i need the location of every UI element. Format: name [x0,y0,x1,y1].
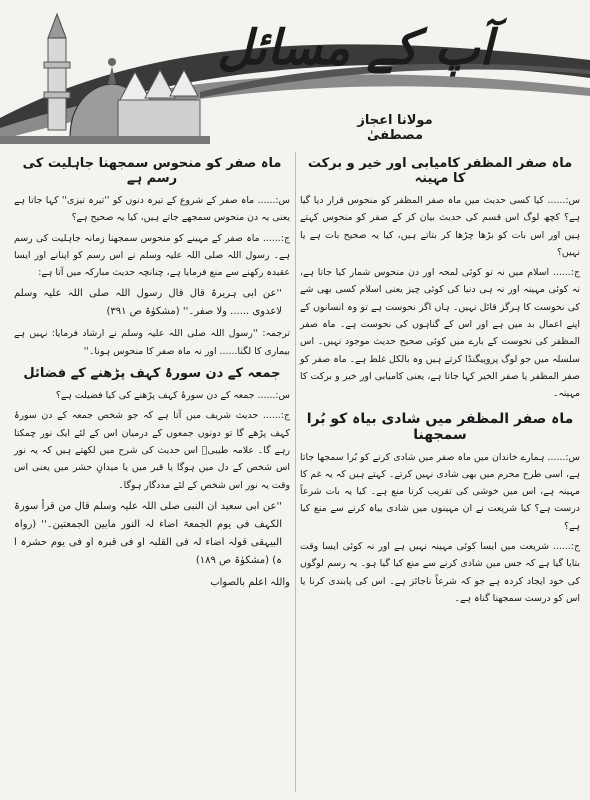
section-heading: ماہ صفر المظفر میں شادی بیاہ کو بُرا سمجھنا [306,410,574,443]
closing-phrase: واللہ اعلم بالصواب [210,576,290,588]
question-text: س:...... کیا کسی حدیث میں ماہ صفر المظفر کو منحوس قرار دیا گیا ہے؟ کچھ لوگ اس قسم کی حدیث بیان کر کے صفر کو منحوس کہتے ہیں اور اس بات کو بڑھا چڑھا کر بتاتے ہیں، کیا یہ صحیح بات ہے یا نہیں؟ [300,195,580,258]
left-column [14,150,290,592]
answer-text: ج:...... ماہ صفر کے مہینے کو منحوس سمجھنا زمانہ جاہلیت کی رسم ہے۔ رسول اللہ صلی اللہ علیہ وسلم نے اس رسم کو اپنانے اور ایسا عقیدہ رکھنے سے منع فرمایا ہے، چنانچہ حدیث مبارکہ میں آتا ہے: [14,232,290,279]
masthead-title: آپ کے مسائل [217,20,493,76]
section-heading: ماہ صفر المظفر کامیابی اور خیر و برکت کا مہینہ [307,156,573,186]
question-text: س:...... ماہ صفر کے شروع کے تیرہ دنوں کو ''تیرہ تیزی'' کہا جاتا ہے یعنی یہ دن منحوس سمجھے جاتے ہیں، کیا یہ صحیح ہے؟ [14,195,290,224]
question-text: س:...... جمعہ کے دن سورۂ کہف پڑھنے کی کیا فضیلت ہے؟ [55,390,290,402]
minaret [48,38,66,130]
hadith-arabic: ''عن ابی ہریرۃ قال قال رسول اللہ صلی اللہ علیہ وسلم لاعدوی ...... ولا صفر۔'' (مشکوٰۃ ص ۳۹۱) [14,288,282,318]
hadith-arabic: ''عن ابی سعید ان النبی صلی اللہ علیہ وسلم قال من قرأ سورۃ الکہف فی یوم الجمعۃ اضاء لہ النور مابین الجمعتین۔'' (رواہ البیہقی قولہ اضاء لہ فی القلبہ او فی قبرہ او فی یوم حشرہ ا ہ) (مشکوٰۃ ص ۱۸۹) [14,500,282,566]
answer-text: ج:...... شریعت میں ایسا کوئی مہینہ نہیں ہے اور نہ کوئی ایسا وقت بتایا گیا ہے کہ جس میں شادی کرنے سے منع کیا گیا ہو۔ یہ رسم لوگوں کی خود ایجاد کردہ ہے جو کہ شرعاً ناجائز ہے۔ اس کی پابندی کرنا یا اس کو درست سمجھنا گناہ ہے۔ [300,541,580,604]
right-column [300,150,580,610]
section-heading: ماہ صفر کو منحوس سمجھنا جاہلیت کی رسم ہے [22,156,282,186]
section-heading: جمعہ کے دن سورۂ کہف پڑھنے کے فضائل [23,366,281,382]
column-divider [295,152,296,792]
question-text: س:...... ہمارے خاندان میں ماہ صفر میں شادی کرنے کو بُرا سمجھا جاتا ہے، اسی طرح محرم میں بھی شادی نہیں کرتے۔ کہتے ہیں کہ یہ غم کا مہینہ ہے، اس میں خوشی کی تقریب کرنا منع ہے۔ کیا یہ بات شرعاً درست ہے؟ کیا شریعت نے ان مہینوں میں شادی بیاہ کرنے سے منع کیا ہے؟ [300,451,580,532]
answer-text: ج:...... اسلام میں نہ تو کوئی لمحہ اور دن منحوس شمار کیا جاتا ہے، نہ کوئی مہینہ اور نہ ہی دنیا کی کوئی چیز یعنی اسلام کسی بھی شے کی نحوست کا ہرگز قائل نہیں۔ ہاں اگر نحوست ہے تو وہ انسانوں کے اپنے اعمال بد میں ہے اور اس کے گناہوں کی نحوست ہے۔ ماہ صفر المظفر کی نحوست کے بارے میں کوئی صحیح حدیث موجود نہیں۔ اس سلسلہ میں جو لوگ پروپیگنڈا کرتے ہیں وہ بالکل غلط ہے۔ ماہ صفر کو صفر المظفر یا صفر الخیر کہا جاتا ہے، یعنی کامیابی اور خیر و برکت کا مہینہ۔ [300,267,580,400]
author-name: مولانا اعجاز مصطفیٰ [357,113,433,143]
masthead [0,0,590,150]
hadith-translation: ترجمہ: ''رسول اللہ صلی اللہ علیہ وسلم نے ارشاد فرمایا: نہیں ہے بیماری کا لگنا...... اور نہ ماہ صفر کا منحوس ہونا۔'' [14,328,290,357]
answer-text: ج:...... حدیث شریف میں آتا ہے کہ جو شخص جمعہ کے دن سورۂ کہف پڑھے گا تو دونوں جمعوں کے درمیان اس کے لئے ایک نور چمکتا رہے گا۔ علامہ طیبیؒ اس حدیث کی شرح میں لکھتے ہیں کہ یہ نور اس شخص کے دل میں ہوگا یا قبر میں یا میدانِ حشر میں یعنی اس وقت یہ نور اس شخص کے لئے مددگار ہوگا۔ [14,410,290,491]
